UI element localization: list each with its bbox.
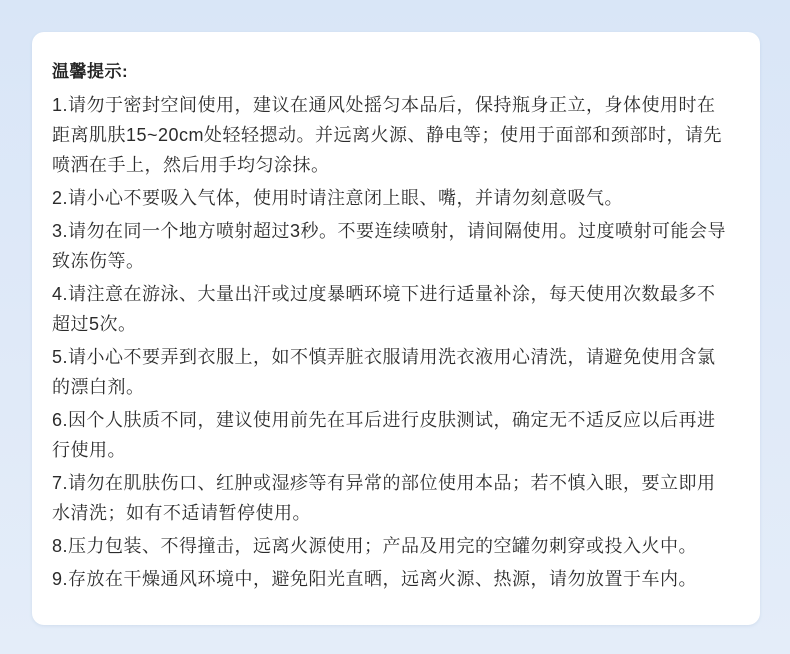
tip-line: 9.存放在干燥通风环境中，避免阳光直晒，远离火源、热源，请勿放置于车内。 [52, 569, 698, 589]
tip-line: 8.压力包装、不得撞击，远离火源使用；产品及用完的空罐勿刺穿或投入火中。 [52, 536, 698, 556]
tip-line: 致冻伤等。 [52, 251, 145, 271]
tip-item-7 [52, 468, 744, 528]
tip-item-3 [52, 216, 744, 276]
tip-line: 4.请注意在游泳、大量出汗或过度暴晒环境下进行适量补涂，每天使用次数最多不 [52, 284, 716, 304]
tip-item-9 [52, 564, 744, 594]
tips-title: 温馨提示: [52, 62, 129, 81]
tip-line: 的漂白剂。 [52, 377, 145, 397]
tip-line: 2.请小心不要吸入气体，使用时请注意闭上眼、嘴，并请勿刻意吸气。 [52, 188, 624, 208]
tip-item-4 [52, 279, 744, 339]
tip-item-2 [52, 183, 744, 213]
tips-card [32, 32, 760, 625]
tip-line: 水清洗；如有不适请暂停使用。 [52, 503, 311, 523]
tip-line: 6.因个人肤质不同，建议使用前先在耳后进行皮肤测试，确定无不适反应以后再进 [52, 410, 716, 430]
tip-item-1 [52, 90, 744, 180]
tip-line: 1.请勿于密封空间使用，建议在通风处摇匀本品后，保持瓶身正立，身体使用时在 [52, 95, 716, 115]
tip-item-6 [52, 405, 744, 465]
tip-line: 行使用。 [52, 440, 126, 460]
tip-item-8 [52, 531, 744, 561]
tip-line: 5.请小心不要弄到衣服上，如不慎弄脏衣服请用洗衣液用心清洗，请避免使用含氯 [52, 347, 716, 367]
tip-line: 喷洒在手上，然后用手均匀涂抹。 [52, 155, 330, 175]
tip-line: 3.请勿在同一个地方喷射超过3秒。不要连续喷射，请间隔使用。过度喷射可能会导 [52, 221, 727, 241]
tip-line: 7.请勿在肌肤伤口、红肿或湿疹等有异常的部位使用本品；若不慎入眼，要立即用 [52, 473, 716, 493]
tip-line: 超过5次。 [52, 314, 137, 334]
tip-item-5 [52, 342, 744, 402]
tip-line: 距离肌肤15~20cm处轻轻摁动。并远离火源、静电等；使用于面部和颈部时，请先 [52, 125, 723, 145]
